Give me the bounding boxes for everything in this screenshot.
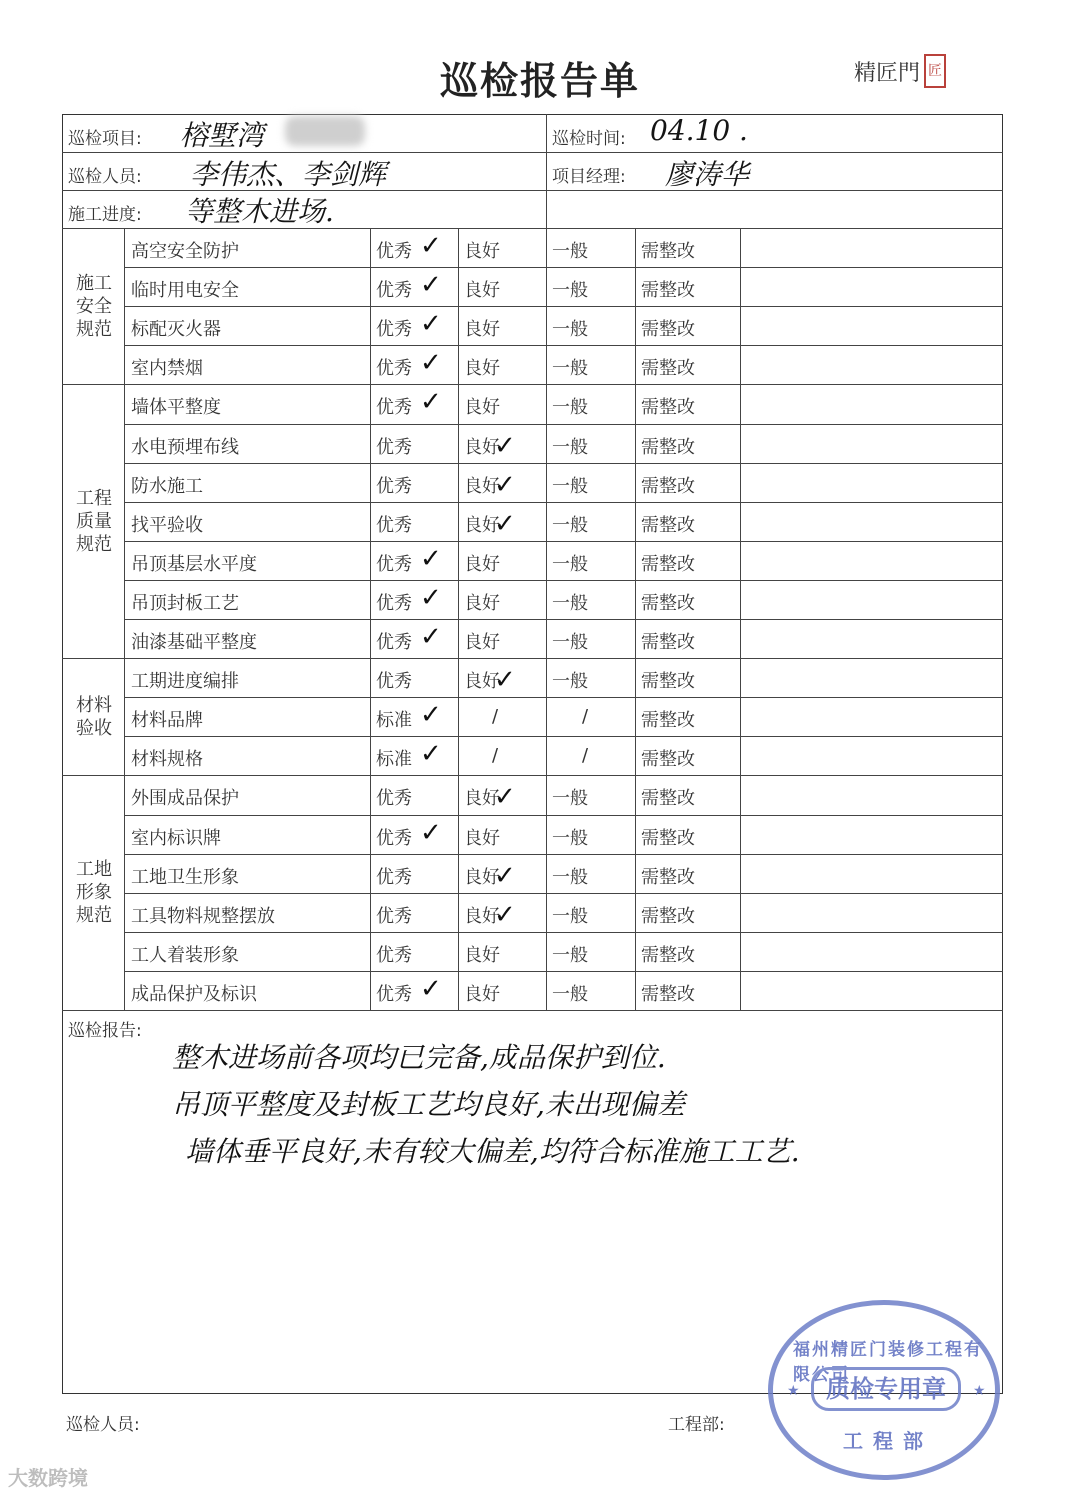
option-fix: 需整改 [641, 592, 695, 614]
option-good: 良好 [464, 475, 500, 497]
option-excellent: 优秀 [376, 397, 412, 419]
row-divider [124, 580, 1003, 581]
option-fix: 需整改 [641, 944, 695, 966]
option-excellent: 优秀 [376, 905, 412, 927]
row-divider [124, 306, 1003, 307]
option-good: 良好 [464, 983, 500, 1005]
category-label: 工程 质量 规范 [76, 487, 112, 555]
option-normal: 一般 [552, 944, 588, 966]
inspection-item: 水电预埋布线 [131, 436, 239, 458]
inspection-item: 高空安全防护 [131, 241, 239, 262]
inspector-label: 巡检人员: [68, 167, 142, 187]
option-fix: 需整改 [641, 866, 695, 888]
option-good: 良好 [464, 514, 500, 536]
option-fix: 需整改 [641, 358, 695, 380]
option-normal: 一般 [552, 983, 588, 1005]
option-good: 良好 [464, 553, 500, 575]
option-good: 良好 [464, 280, 500, 302]
option-fix: 需整改 [641, 397, 695, 419]
option-normal: 一般 [552, 788, 588, 810]
option-excellent: 优秀 [376, 514, 412, 536]
option-na: / [582, 745, 589, 767]
option-fix: 需整改 [641, 280, 695, 302]
project-label: 巡检项目: [68, 129, 142, 149]
option-fix: 需整改 [641, 749, 695, 771]
inspection-item: 室内标识牌 [131, 827, 221, 849]
option-fix: 需整改 [641, 514, 695, 536]
report-line: 整木进场前各项均已完备,成品保护到位. [172, 1041, 666, 1074]
option-normal: 一般 [552, 671, 588, 693]
option-excellent: 优秀 [376, 319, 412, 341]
option-good: 良好 [464, 827, 500, 849]
option-fix: 需整改 [641, 319, 695, 341]
manager-value: 廖涛华 [665, 158, 750, 191]
option-fix: 需整改 [641, 436, 695, 458]
inspection-item: 防水施工 [131, 475, 203, 497]
check-icon: ✓ [420, 543, 442, 574]
option-good: 良好 [464, 632, 500, 653]
check-icon: ✓ [420, 348, 442, 379]
inspection-item: 工期进度编排 [131, 671, 239, 693]
inspection-item: 材料品牌 [131, 710, 203, 732]
project-value: 榕墅湾 [180, 119, 265, 152]
company-logo [846, 54, 946, 90]
time-label: 巡检时间: [552, 129, 626, 149]
manager-label: 项目经理: [552, 167, 626, 187]
inspection-item: 油漆基础平整度 [131, 632, 257, 653]
row-divider [124, 932, 1003, 933]
option-na: / [492, 745, 499, 767]
row-divider [124, 619, 1003, 620]
inspection-item: 临时用电安全 [131, 280, 239, 302]
option-good: 良好 [464, 319, 500, 341]
row-divider [124, 345, 1003, 346]
quality-stamp [768, 1300, 1000, 1480]
check-icon: ✓ [494, 469, 516, 500]
progress-value: 等整木进场. [185, 195, 334, 228]
row-divider [124, 893, 1003, 894]
option-normal: 一般 [552, 241, 588, 262]
option-fix: 需整改 [641, 241, 695, 262]
check-icon: ✓ [494, 430, 516, 461]
logo-seal: 匠 [924, 54, 946, 88]
report-line: 吊顶平整度及封板工艺均良好,未出现偏差 [172, 1088, 685, 1121]
option-normal: 一般 [552, 475, 588, 497]
row-divider [124, 541, 1003, 542]
footer-dept-label: 工程部: [668, 1415, 725, 1435]
row-divider [124, 463, 1003, 464]
inspection-item: 标配灭火器 [131, 319, 221, 341]
option-excellent: 优秀 [376, 671, 412, 693]
inspection-item: 成品保护及标识 [131, 983, 257, 1005]
inspection-item: 墙体平整度 [131, 397, 221, 419]
category-label: 材料 验收 [76, 694, 112, 739]
option-standard: 标准 [376, 749, 412, 771]
stamp-company: 福州精匠门装修工程有限公司 [793, 1340, 983, 1385]
option-fix: 需整改 [641, 827, 695, 849]
option-good: 良好 [464, 436, 500, 458]
option-good: 良好 [464, 397, 500, 419]
category-label: 施工 安全 规范 [76, 272, 112, 340]
option-normal: 一般 [552, 592, 588, 614]
row-divider [124, 424, 1003, 425]
section-divider [62, 384, 1003, 385]
option-good: 良好 [464, 241, 500, 262]
option-excellent: 优秀 [376, 983, 412, 1005]
option-excellent: 优秀 [376, 944, 412, 966]
star-icon: ★ [973, 1383, 986, 1399]
option-good: 良好 [464, 358, 500, 380]
option-excellent: 优秀 [376, 866, 412, 888]
check-icon: ✓ [420, 817, 442, 848]
option-fix: 需整改 [641, 710, 695, 732]
check-icon: ✓ [494, 782, 516, 813]
option-fix: 需整改 [641, 632, 695, 653]
row-divider [124, 736, 1003, 737]
option-normal: 一般 [552, 866, 588, 888]
option-normal: 一般 [552, 553, 588, 575]
category-label: 工地 形象 规范 [76, 859, 112, 927]
option-excellent: 优秀 [376, 788, 412, 810]
inspection-item: 室内禁烟 [131, 358, 203, 380]
option-good: 良好 [464, 905, 500, 927]
option-good: 良好 [464, 944, 500, 966]
check-icon: ✓ [420, 582, 442, 613]
footer-inspector-label: 巡检人员: [66, 1415, 140, 1435]
report-line: 墙体垂平良好,未有较大偏差,均符合标准施工工艺. [185, 1135, 800, 1168]
option-excellent: 优秀 [376, 592, 412, 614]
option-standard: 标准 [376, 710, 412, 732]
option-na: / [582, 706, 589, 728]
check-icon: ✓ [494, 508, 516, 539]
inspection-item: 吊顶封板工艺 [131, 592, 239, 614]
option-normal: 一般 [552, 905, 588, 927]
redacted-mark [285, 116, 365, 146]
option-excellent: 优秀 [376, 827, 412, 849]
option-good: 良好 [464, 866, 500, 888]
option-normal: 一般 [552, 436, 588, 458]
option-good: 良好 [464, 592, 500, 614]
option-fix: 需整改 [641, 905, 695, 927]
check-icon: ✓ [494, 899, 516, 930]
inspection-item: 吊顶基层水平度 [131, 553, 257, 575]
option-good: 良好 [464, 671, 500, 693]
check-icon: ✓ [494, 860, 516, 891]
option-excellent: 优秀 [376, 436, 412, 458]
option-normal: 一般 [552, 319, 588, 341]
option-normal: 一般 [552, 280, 588, 302]
option-excellent: 优秀 [376, 632, 412, 653]
option-fix: 需整改 [641, 788, 695, 810]
stamp-center: 质检专用章 [811, 1367, 961, 1411]
inspection-item: 材料规格 [131, 749, 203, 771]
option-fix: 需整改 [641, 983, 695, 1005]
progress-label: 施工进度: [68, 205, 142, 225]
section-divider [62, 658, 1003, 659]
divider [546, 114, 547, 228]
section-divider [62, 1010, 1003, 1011]
option-excellent: 优秀 [376, 475, 412, 497]
page-title: 巡检报告单 [439, 58, 640, 103]
option-excellent: 优秀 [376, 280, 412, 302]
option-excellent: 优秀 [376, 553, 412, 575]
check-icon: ✓ [494, 665, 516, 696]
check-icon: ✓ [420, 270, 442, 301]
row-divider [124, 267, 1003, 268]
option-fix: 需整改 [641, 671, 695, 693]
check-icon: ✓ [420, 309, 442, 340]
report-label: 巡检报告: [68, 1021, 142, 1041]
option-excellent: 优秀 [376, 358, 412, 380]
logo-text: 精匠門 [854, 61, 921, 86]
inspection-item: 工地卫生形象 [131, 866, 239, 888]
inspection-item: 找平验收 [131, 514, 203, 536]
option-normal: 一般 [552, 632, 588, 653]
option-fix: 需整改 [641, 553, 695, 575]
star-icon: ★ [787, 1383, 800, 1399]
row-divider [124, 854, 1003, 855]
watermark: 大数跨境 [8, 1466, 88, 1490]
check-icon: ✓ [420, 973, 442, 1004]
option-excellent: 优秀 [376, 241, 412, 262]
option-normal: 一般 [552, 397, 588, 419]
inspection-item: 工具物料规整摆放 [131, 905, 275, 927]
inspector-value: 李伟杰、李剑辉 [190, 158, 387, 191]
option-normal: 一般 [552, 358, 588, 380]
option-normal: 一般 [552, 827, 588, 849]
check-icon: ✓ [420, 739, 442, 770]
row-divider [124, 697, 1003, 698]
option-na: / [492, 706, 499, 728]
stamp-bottom: 工程部 [843, 1429, 933, 1453]
check-icon: ✓ [420, 700, 442, 731]
inspection-item: 工人着装形象 [131, 944, 239, 966]
check-icon: ✓ [420, 231, 442, 261]
time-value: 04.10 . [650, 114, 748, 147]
row-divider [124, 815, 1003, 816]
inspection-item: 外围成品保护 [131, 788, 239, 810]
section-divider [62, 775, 1003, 776]
row-divider [124, 502, 1003, 503]
option-good: 良好 [464, 788, 500, 810]
option-normal: 一般 [552, 514, 588, 536]
option-fix: 需整改 [641, 475, 695, 497]
check-icon: ✓ [420, 622, 442, 652]
row-divider [124, 971, 1003, 972]
check-icon: ✓ [420, 387, 442, 418]
